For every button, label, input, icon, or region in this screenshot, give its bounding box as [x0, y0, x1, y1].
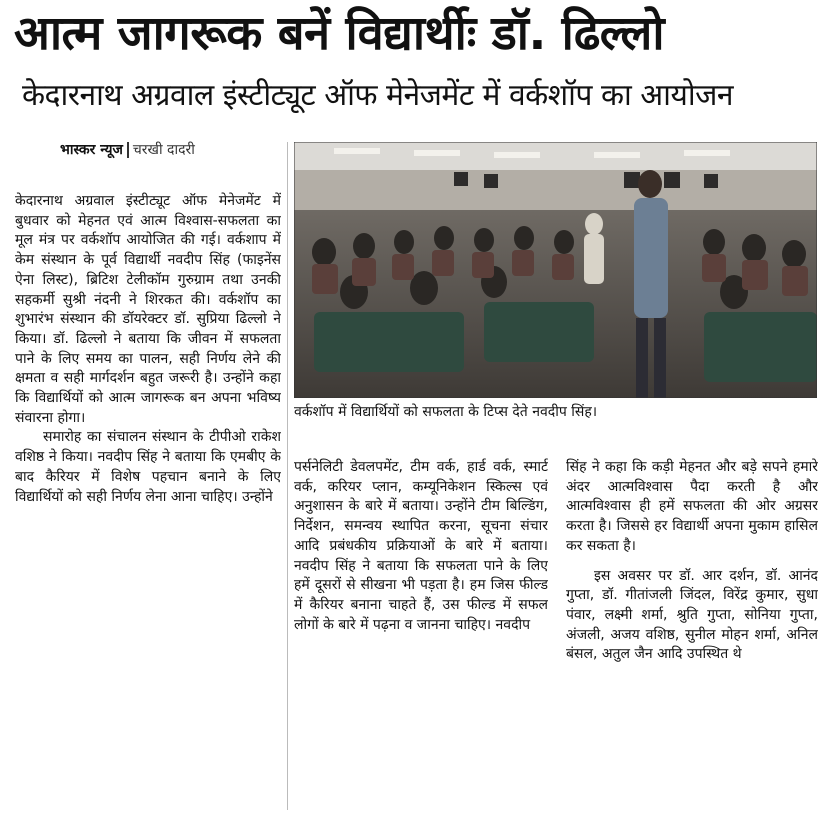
byline-location: चरखी दादरी	[132, 142, 195, 158]
byline-divider	[127, 142, 129, 158]
article-paragraph: समारोह का संचालन संस्थान के टीपीओ राकेश वशिष्ठ ने किया। नवदीप सिंह ने बताया कि एमबीए के बाद कैरियर में विशेष पहचान बनाने के लिए विद्यार्थियों को सही निर्णय लेना आना चाहिए। उन्होंने	[15, 429, 281, 505]
article-column-3	[566, 458, 818, 810]
article-paragraph: इस अवसर पर डॉ. आर दर्शन, डॉ. आनंद गुप्ता, डॉ. गीतांजली जिंदल, विरेंद्र कुमार, सुधा पंवार, लक्ष्मी शर्मा, श्रुति गुप्ता, सोनिया गुप्ता, अंजली, अजय वशिष्ठ, सुनील मोहन शर्मा, अनिल बंसल, अतुल जैन आदि उपस्थित थे	[566, 567, 818, 663]
article-paragraph: पर्सनेलिटी डेवलपमेंट, टीम वर्क, हार्ड वर्क, स्मार्ट वर्क, करियर प्लान, कम्यूनिकेशन स्किल्स एवं अनुशासन के बारे में बताया। उन्होंने टीम बिल्डिंग, निर्देशन, समन्वय स्थापित करना, सूचना संचार आदि प्रबंधकीय प्रक्रियाओं के बारे में बताया। नवदीप सिंह ने बताया कि सफलता पाने के लिए हमें दूसरों से सीखना भी पड़ता है। हम जिस फील्ड में कैरियर बनाना चाहते हैं, उस फील्ड में सफल लोगों के बारे में पढ़ना व जानना चाहिए। नवदीप	[294, 459, 548, 633]
article-paragraph: केदारनाथ अग्रवाल इंस्टीट्यूट ऑफ मेनेजमेंट में बुधवार को मेहनत एवं आत्म विश्वास-सफलता का मूल मंत्र पर वर्कशॉप आयोजित की गई। वर्कशाप में केम संस्थान के पूर्व विद्यार्थी नवदीप सिंह (फाइनेंस ऐना लिस्ट), ब्रिटिश टेलीकॉम गुरुग्राम तथा उनकी सहकर्मी सुश्री नंदनी ने शिरकत की। वर्कशॉप का शुभारंभ संस्थान की डॉयरेक्टर डॉ. सुप्रिया ढिल्लो ने किया। डॉ. ढिल्लो ने बताया कि जीवन में सफलता पाने के लिए समय का पालन, सही निर्णय लेने की क्षमता व सही मार्गदर्शन बहुत जरूरी है। उन्होंने कहा कि विद्यार्थियों को आत्म जागरूक बन अपना भविष्य संवारना होगा।	[15, 193, 281, 426]
photo-caption: वर्कशॉप में विद्यार्थियों को सफलता के टिप्स देते नवदीप सिंह।	[294, 404, 598, 420]
article-column-2	[294, 458, 548, 810]
subheadline: केदारनाथ अग्रवाल इंस्टीट्यूट ऑफ मेनेजमेंट में वर्कशॉप का आयोजन	[22, 78, 734, 113]
article-paragraph: सिंह ने कहा कि कड़ी मेहनत और बड़े सपने हमारे अंदर आत्मविश्वास पैदा करती है और आत्मविश्वास ही हमें सफलता की ओर अग्रसर करता है। जिससे हर विद्यार्थी अपना मुकाम हासिल कर सकता है।	[566, 459, 818, 554]
article-column-1	[15, 192, 281, 812]
classroom-photo	[294, 142, 817, 398]
headline: आत्म जागरूक बनें विद्यार्थीः डॉ. ढिल्लो	[14, 6, 665, 61]
article-photo	[294, 142, 817, 398]
column-divider	[287, 142, 288, 810]
byline	[60, 140, 195, 159]
byline-source: भास्कर न्यूज	[60, 142, 123, 158]
